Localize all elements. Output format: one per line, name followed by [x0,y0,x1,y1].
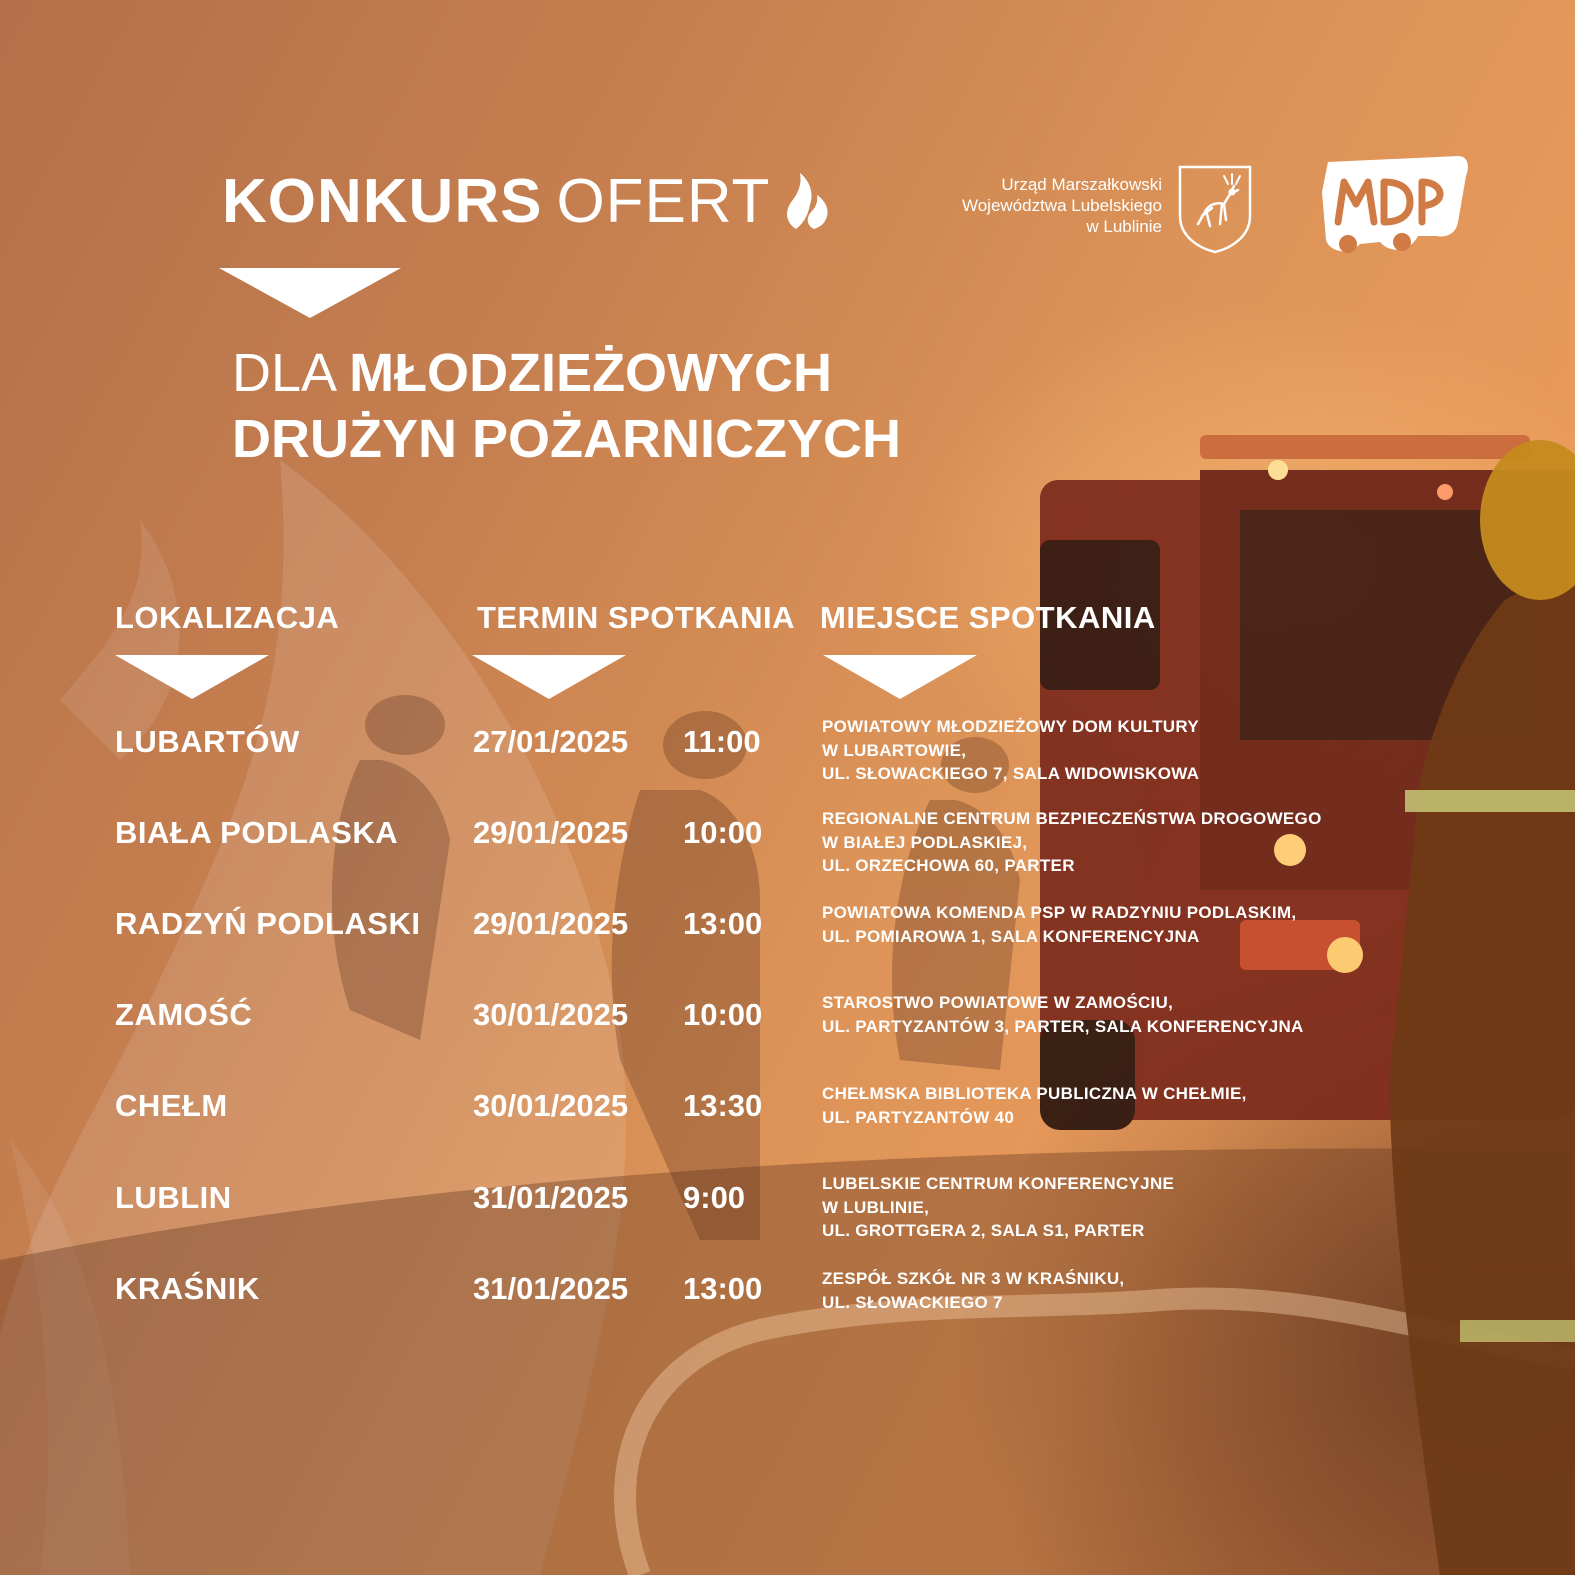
row-location: ZAMOŚĆ [115,997,253,1032]
flame-icon [784,171,830,231]
subtitle-line-1: MŁODZIEŻOWYCH [349,343,833,403]
row-date: 27/01/2025 [473,724,629,759]
row-time: 13:30 [683,1088,763,1123]
office-line-2: Województwa Lubelskiego [961,196,1162,215]
marshal-office-logo [930,164,1256,254]
office-line-3: w Lublinie [1086,217,1162,236]
header-location: LOKALIZACJA [115,600,340,635]
row-location: LUBARTÓW [115,724,300,759]
place-line: W LUBLINIE, [822,1197,930,1217]
row-date: 31/01/2025 [473,1180,629,1215]
row-date: 30/01/2025 [473,997,629,1032]
subtitle [232,340,901,472]
row-place [822,807,1322,878]
mdp-logo [1318,152,1470,264]
row-location: KRAŚNIK [115,1271,260,1306]
place-line: POWIATOWA KOMENDA PSP W RADZYNIU PODLASKIM, [822,903,1297,922]
location-arrow-icon [115,655,269,699]
place-line: W BIAŁEJ PODLASKIEJ, [822,832,1028,852]
office-name [930,164,1162,237]
row-location: RADZYŃ PODLASKI [115,906,421,941]
row-date: 29/01/2025 [473,815,629,850]
place-arrow-icon [823,655,977,699]
header-place: MIEJSCE SPOTKANIA [820,600,1156,635]
title-light: OFERT [556,166,771,236]
date-arrow-icon [472,655,626,699]
office-line-1: Urząd Marszałkowski [1001,175,1162,194]
row-place [822,715,1199,786]
place-line: UL. SŁOWACKIEGO 7, SALA WIDOWISKOWA [822,764,1200,783]
row-place [822,1172,1174,1243]
place-line: UL. GROTTGERA 2, SALA S1, PARTER [822,1221,1145,1240]
place-line: UL. PARTYZANTÓW 40 [822,1107,1015,1127]
place-line: CHEŁMSKA BIBLIOTEKA PUBLICZNA W CHEŁMIE, [822,1084,1247,1103]
row-time: 9:00 [683,1180,746,1215]
place-line: POWIATOWY MŁODZIEŻOWY DOM KULTURY [822,717,1199,736]
title [222,166,830,236]
place-line: ZESPÓŁ SZKÓŁ NR 3 W KRAŚNIKU, [822,1269,1125,1288]
row-time: 13:00 [683,1271,763,1306]
row-location: BIAŁA PODLASKA [115,815,399,850]
header-date: TERMIN SPOTKANIA [477,600,795,635]
place-line: UL. PARTYZANTÓW 3, PARTER, SALA KONFERENCYJNA [822,1016,1304,1036]
place-line: UL. ORZECHOWA 60, PARTER [822,856,1075,875]
row-place [822,991,1304,1038]
row-place [822,1267,1124,1314]
row-time: 13:00 [683,906,763,941]
deer-crest-icon [1176,164,1254,254]
place-line: W LUBARTOWIE, [822,740,967,760]
place-line: STAROSTWO POWIATOWE W ZAMOŚCIU, [822,993,1174,1012]
place-line: LUBELSKIE CENTRUM KONFERENCYJNE [822,1174,1175,1193]
row-place [822,1082,1247,1129]
table-row [0,1271,1575,1351]
row-date: 29/01/2025 [473,906,629,941]
row-place [822,901,1296,948]
subtitle-prefix: DLA [232,343,335,403]
table-row [0,809,1575,895]
row-time: 11:00 [683,724,761,759]
place-line: UL. SŁOWACKIEGO 7 [822,1292,1003,1312]
row-location: LUBLIN [115,1180,232,1215]
row-time: 10:00 [683,997,763,1032]
table-row [0,1084,1575,1168]
row-time: 10:00 [683,815,763,850]
table-row [0,1174,1575,1260]
table-row [0,993,1575,1077]
title-bold: KONKURS [222,166,543,236]
place-line: REGIONALNE CENTRUM BEZPIECZEŃSTWA DROGOWEGO [822,809,1322,828]
row-date: 30/01/2025 [473,1088,629,1123]
row-location: CHEŁM [115,1088,228,1123]
table-row [0,903,1575,986]
table-row [0,717,1575,804]
row-date: 31/01/2025 [473,1271,629,1306]
title-arrow-icon [219,268,401,318]
subtitle-line-2: DRUŻYN POŻARNICZYCH [232,409,901,469]
place-line: UL. POMIAROWA 1, SALA KONFERENCYJNA [822,926,1200,946]
